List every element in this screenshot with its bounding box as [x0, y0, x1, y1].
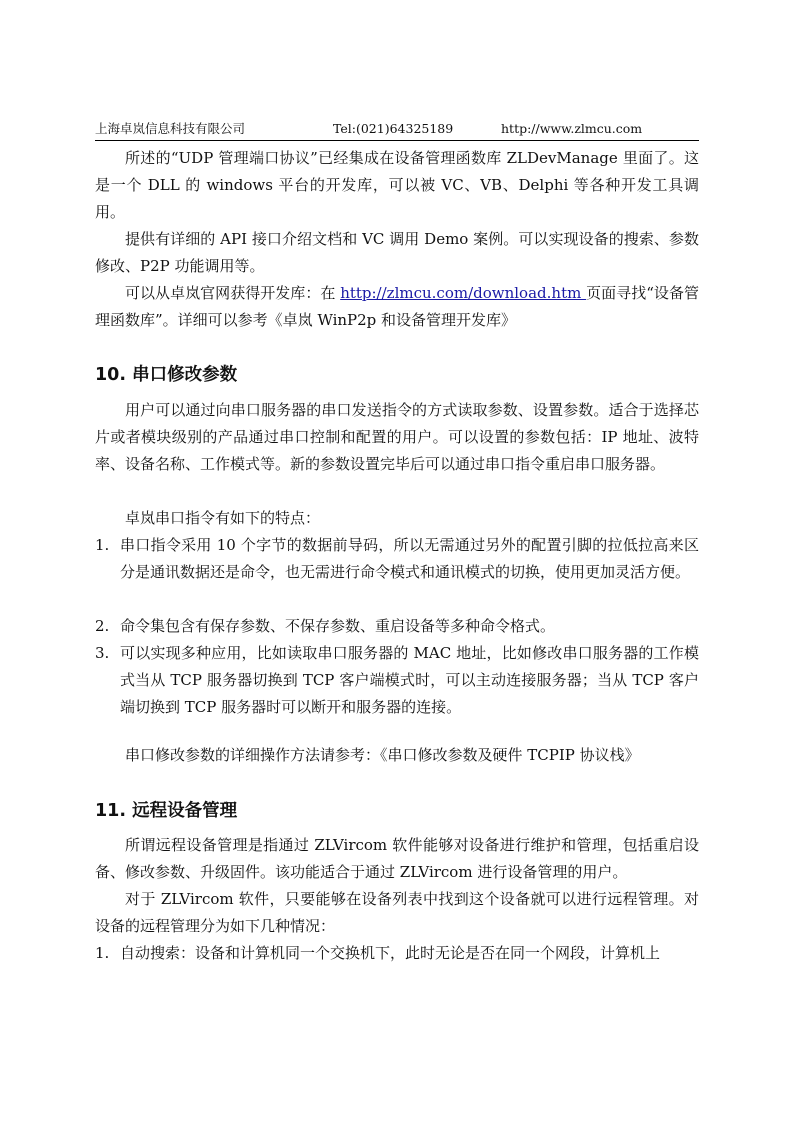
- section-10-list-item-2: [95, 613, 699, 640]
- section-11-paragraph-1: 所谓远程设备管理是指通过 ZLVircom 软件能够对设备进行维护和管理，包括重启设备、修改参数、升级固件。该功能适合于通过 ZLVircom 进行设备管理的用户。: [95, 836, 699, 882]
- page-header: [95, 121, 699, 141]
- section-11-title: 11. 远程设备管理: [95, 801, 238, 821]
- intro-paragraph-3: [95, 280, 699, 334]
- section-10-paragraph-2: 卓岚串口指令有如下的特点：: [125, 509, 321, 527]
- list-number: 2.: [95, 617, 110, 635]
- list-number: 3.: [95, 644, 110, 662]
- list-item-text: 命令集包含有保存参数、不保存参数、重启设备等多种命令格式。: [120, 617, 556, 635]
- list-number: 1.: [95, 944, 110, 962]
- header-divider: [95, 140, 699, 141]
- section-10-paragraph-1: 用户可以通过向串口服务器的串口发送指令的方式读取参数、设置参数。适合于选择芯片或者模块级别的产品通过串口控制和配置的用户。可以设置的参数包括：IP 地址、波特率、设备名称、工作模式等。新的参数设置完毕后可以通过串口指令重启串口服务器。: [95, 401, 699, 474]
- header-url: http://www.zlmcu.com: [501, 121, 643, 136]
- intro-p3-text-before: 可以从卓岚官网获得开发库：在: [125, 284, 341, 302]
- list-item-text: 自动搜索：设备和计算机同一个交换机下，此时无论是否在同一个网段，计算机上: [120, 944, 661, 962]
- list-item-text: 可以实现多种应用，比如读取串口服务器的 MAC 地址，比如修改串口服务器的工作模式当从 TCP 服务器切换到 TCP 客户端模式时，可以主动连接服务器；当从 TCP 客户端切换到 TCP 服务器时可以断开和服务器的连接。: [120, 644, 699, 717]
- section-11-paragraph-2: 对于 ZLVircom 软件，只要能够在设备列表中找到这个设备就可以进行远程管理。对设备的远程管理分为如下几种情况：: [95, 890, 699, 936]
- header-tel: Tel:(021)64325189: [333, 121, 454, 136]
- list-number: 1.: [95, 536, 110, 554]
- section-11-list-item-1: [95, 940, 699, 967]
- intro-paragraph-1: 所述的“UDP 管理端口协议”已经集成在设备管理函数库 ZLDevManage 里面了。这是一个 DLL 的 windows 平台的开发库，可以被 VC、VB、Delphi 等各种开发工具调用。: [95, 149, 699, 222]
- download-link[interactable]: http://zlmcu.com/download.htm: [340, 284, 587, 302]
- intro-paragraph-2: 提供有详细的 API 接口介绍文档和 VC 调用 Demo 案例。可以实现设备的搜索、参数修改、P2P 功能调用等。: [95, 230, 699, 276]
- section-10-title: 10. 串口修改参数: [95, 365, 238, 385]
- section-10-list-item-3: [95, 640, 699, 722]
- section-10-paragraph-3: 串口修改参数的详细操作方法请参考：《串口修改参数及硬件 TCPIP 协议栈》: [125, 746, 640, 764]
- section-10-list-item-1: [95, 532, 699, 586]
- intro-p3-text-after: 页面寻找“设备管理函数库”。详细可以参考《卓岚 WinP2p 和设备管理开发库》: [95, 284, 699, 330]
- header-company: 上海卓岚信息科技有限公司: [95, 121, 246, 136]
- list-item-text: 串口指令采用 10 个字节的数据前导码，所以无需通过另外的配置引脚的拉低拉高来区分是通讯数据还是命令，也无需进行命令模式和通讯模式的切换，使用更加灵活方便。: [120, 536, 699, 582]
